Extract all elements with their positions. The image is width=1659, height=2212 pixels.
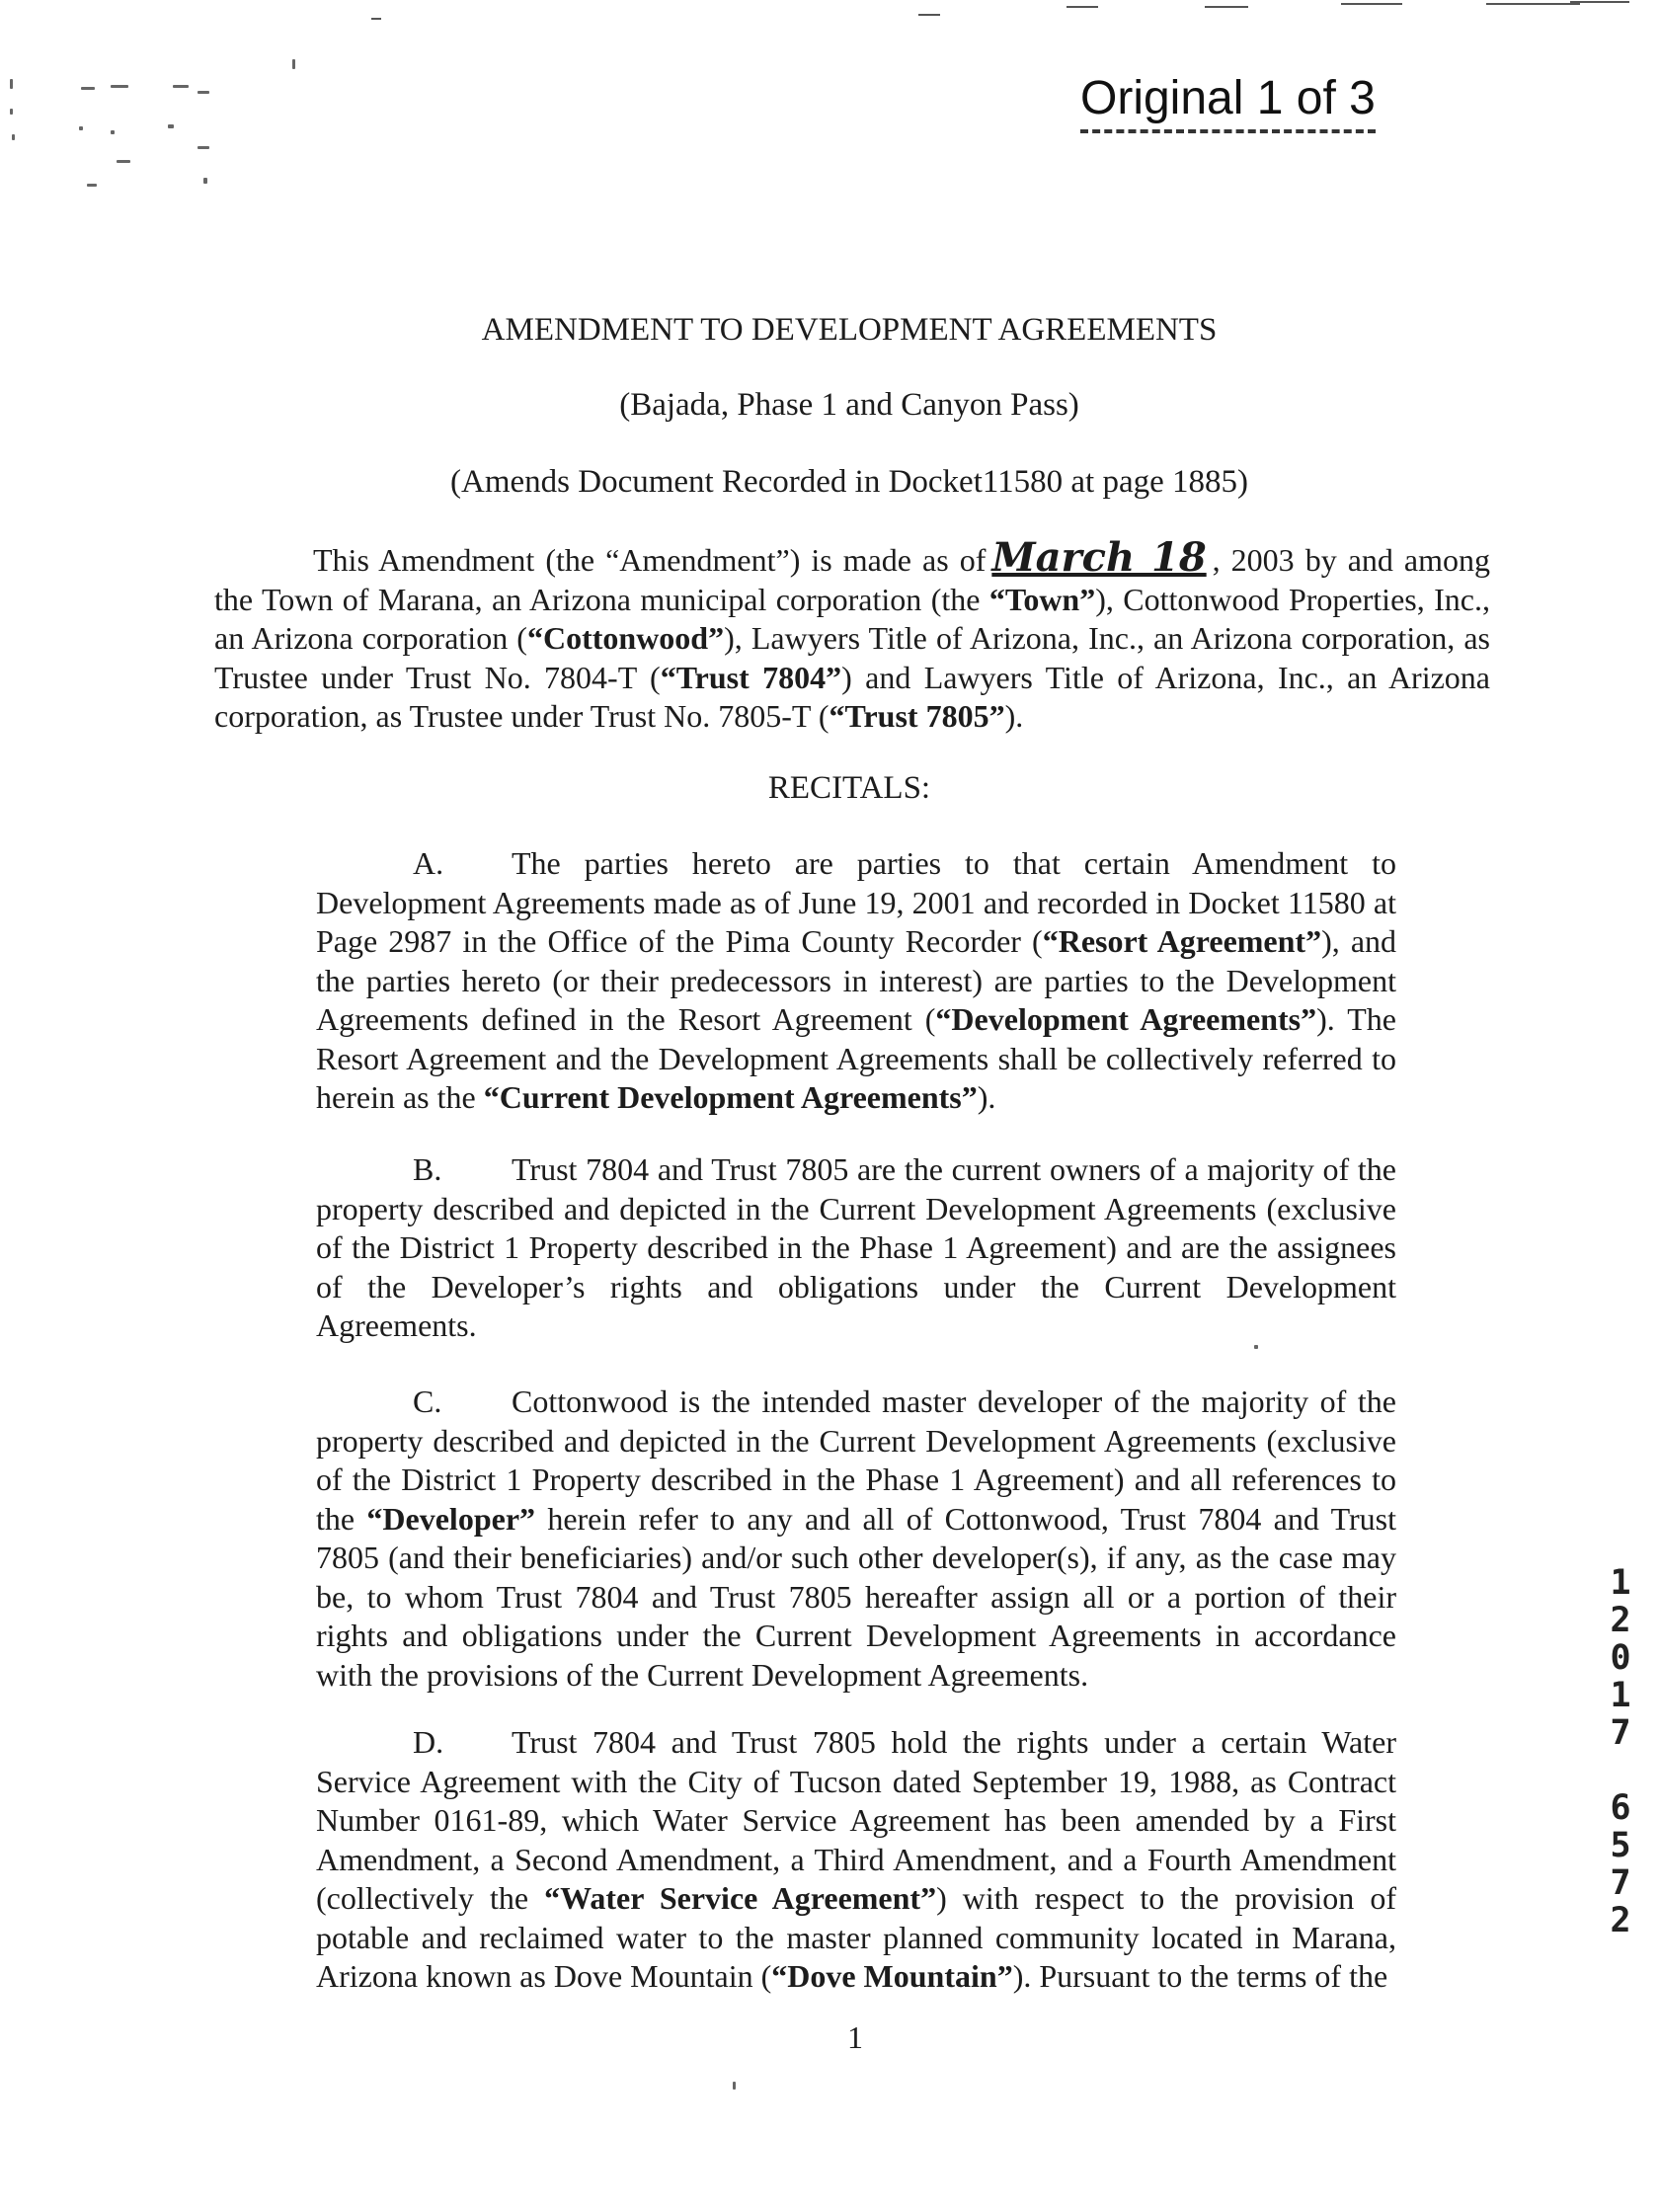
scan-speck [198, 91, 209, 94]
recital-text: ) with respect to the provision of potable and reclaimed water to the master planned community located in Marana, Arizona known as Dove Mountain ( [316, 1880, 1396, 1994]
intro-text: ), Cottonwood Properties, Inc., an Arizona corporation ( [214, 581, 1491, 656]
scan-speck [173, 85, 189, 88]
recital-text: Trust 7804 and Trust 7805 hold the rights under a certain Water Service Agreement with the City of Tucson dated September 19, 1988, as Contract Number 0161-89, which Water Service Agreement has been amended by a First Amendment, a Second Amendment, a Third Amendment, and a Fourth Amendment (collectively the [316, 1724, 1396, 1916]
recital-letter: C. [413, 1383, 442, 1419]
scan-mark [1205, 6, 1248, 8]
scan-speck [733, 2082, 736, 2090]
document-title: AMENDMENT TO DEVELOPMENT AGREEMENTS [481, 312, 1218, 348]
defined-term: “Trust 7804” [660, 659, 842, 695]
scan-speck [79, 126, 83, 130]
scan-speck [12, 134, 15, 140]
recording-digit: 7 [1610, 1863, 1631, 1903]
scan-speck [1254, 1345, 1258, 1349]
recital-a [316, 844, 1396, 1118]
defined-term: “Development Agreements” [935, 1001, 1317, 1037]
recording-digit: 1 [1610, 1676, 1631, 1715]
recording-digit: 1 [1610, 1563, 1631, 1603]
recording-digit: 0 [1610, 1638, 1631, 1678]
defined-term: “Current Development Agreements” [483, 1079, 978, 1115]
recital-letter: A. [413, 845, 444, 881]
recording-digit: 2 [1610, 1901, 1631, 1940]
recording-digit-gap [1604, 1752, 1637, 1789]
scan-mark [918, 14, 940, 16]
recording-digit: 5 [1610, 1826, 1631, 1865]
scan-speck [111, 130, 115, 134]
scan-speck [292, 59, 295, 69]
scan-speck [203, 178, 207, 184]
document-subtitle: (Bajada, Phase 1 and Canyon Pass) [619, 387, 1079, 423]
recital-text: ). The Resort Agreement and the Development Agreements shall be collectively referred to herein as the [316, 1001, 1396, 1115]
scan-speck [87, 184, 97, 187]
recording-digit: 7 [1610, 1713, 1631, 1753]
intro-text: , 2003 by and among the Town of Marana, an Arizona municipal corporation (the [214, 542, 1491, 617]
recital-letter: B. [413, 1151, 442, 1187]
scan-speck [198, 146, 209, 149]
original-stamp: Original 1 of 3 [1080, 73, 1376, 133]
recital-d [316, 1723, 1396, 1997]
handwritten-date: March 18 [991, 534, 1207, 581]
recital-c [316, 1382, 1396, 1695]
recital-text: ), and the parties hereto (or their predecessors in interest) are parties to the Development Agreements defined in the Resort Agreement ( [316, 923, 1397, 1037]
scan-mark [1341, 3, 1402, 5]
recitals-heading: RECITALS: [767, 770, 931, 806]
defined-term: “Dove Mountain” [771, 1958, 1013, 1994]
scan-speck [10, 109, 13, 115]
amends-reference: (Amends Document Recorded in Docket11580 at page 1885) [450, 464, 1248, 500]
scan-mark [1066, 6, 1098, 8]
recording-digit: 6 [1610, 1788, 1631, 1828]
scan-speck [117, 160, 130, 163]
scan-speck [111, 85, 128, 88]
scan-mark [1486, 3, 1580, 5]
recording-number [1604, 1564, 1637, 1939]
recital-b [316, 1150, 1396, 1346]
recital-text: herein refer to any and all of Cottonwood, Trust 7804 and Trust 7805 (and their beneficiaries) and/or such other developer(s), if any, as the case may be, to whom Trust 7804 and Trust 7805 hereafter assign all or a portion of their rights and obligations under the Current Development Agreements in accordance with the provisions of the Current Development Agreements. [316, 1500, 1397, 1693]
intro-text: ) and Lawyers Title of Arizona, Inc., an Arizona corporation, as Trustee under Trust No. 7805-T ( [214, 659, 1491, 734]
defined-term: “Town” [988, 581, 1096, 617]
scan-mark [1570, 1, 1629, 3]
intro-text: This Amendment (the “Amendment”) is made as of [313, 542, 987, 578]
scan-mark [371, 18, 381, 20]
defined-term: “Resort Agreement” [1042, 923, 1322, 959]
defined-term: “Developer” [366, 1500, 536, 1537]
recital-text: ). Pursuant to the terms of the [1012, 1958, 1388, 1994]
intro-text: ). [1004, 698, 1024, 734]
defined-term: “Trust 7805” [829, 698, 1005, 734]
intro-paragraph [214, 534, 1491, 737]
intro-text: ), Lawyers Title of Arizona, Inc., an Arizona corporation, as Trustee under Trust No. 7804-T ( [214, 620, 1491, 695]
recital-text: ). [977, 1079, 996, 1115]
scan-speck [168, 124, 174, 128]
defined-term: “Water Service Agreement” [544, 1880, 937, 1916]
recording-digit: 2 [1610, 1601, 1631, 1640]
page-number: 1 [847, 2019, 863, 2055]
recital-letter: D. [413, 1724, 444, 1760]
recital-text: Trust 7804 and Trust 7805 are the current owners of a majority of the property described and depicted in the Current Development Agreements (exclusive of the District 1 Property described in the Phase 1 Agreement) and are the assignees of the Developer’s rights and obligations under the Current Development Agreements. [316, 1151, 1396, 1343]
defined-term: “Cottonwood” [526, 620, 725, 656]
recital-text: Cottonwood is the intended master developer of the majority of the property described and depicted in the Current Development Agreements (exclusive of the District 1 Property described in the Phase 1 Agreement) and all references to the [316, 1383, 1396, 1537]
recital-text: The parties hereto are parties to that certain Amendment to Development Agreements made as of June 19, 2001 and recorded in Docket 11580 at Page 2987 in the Office of the Pima County Recorder ( [316, 845, 1396, 959]
scan-speck [81, 87, 95, 90]
scan-speck [10, 79, 13, 89]
